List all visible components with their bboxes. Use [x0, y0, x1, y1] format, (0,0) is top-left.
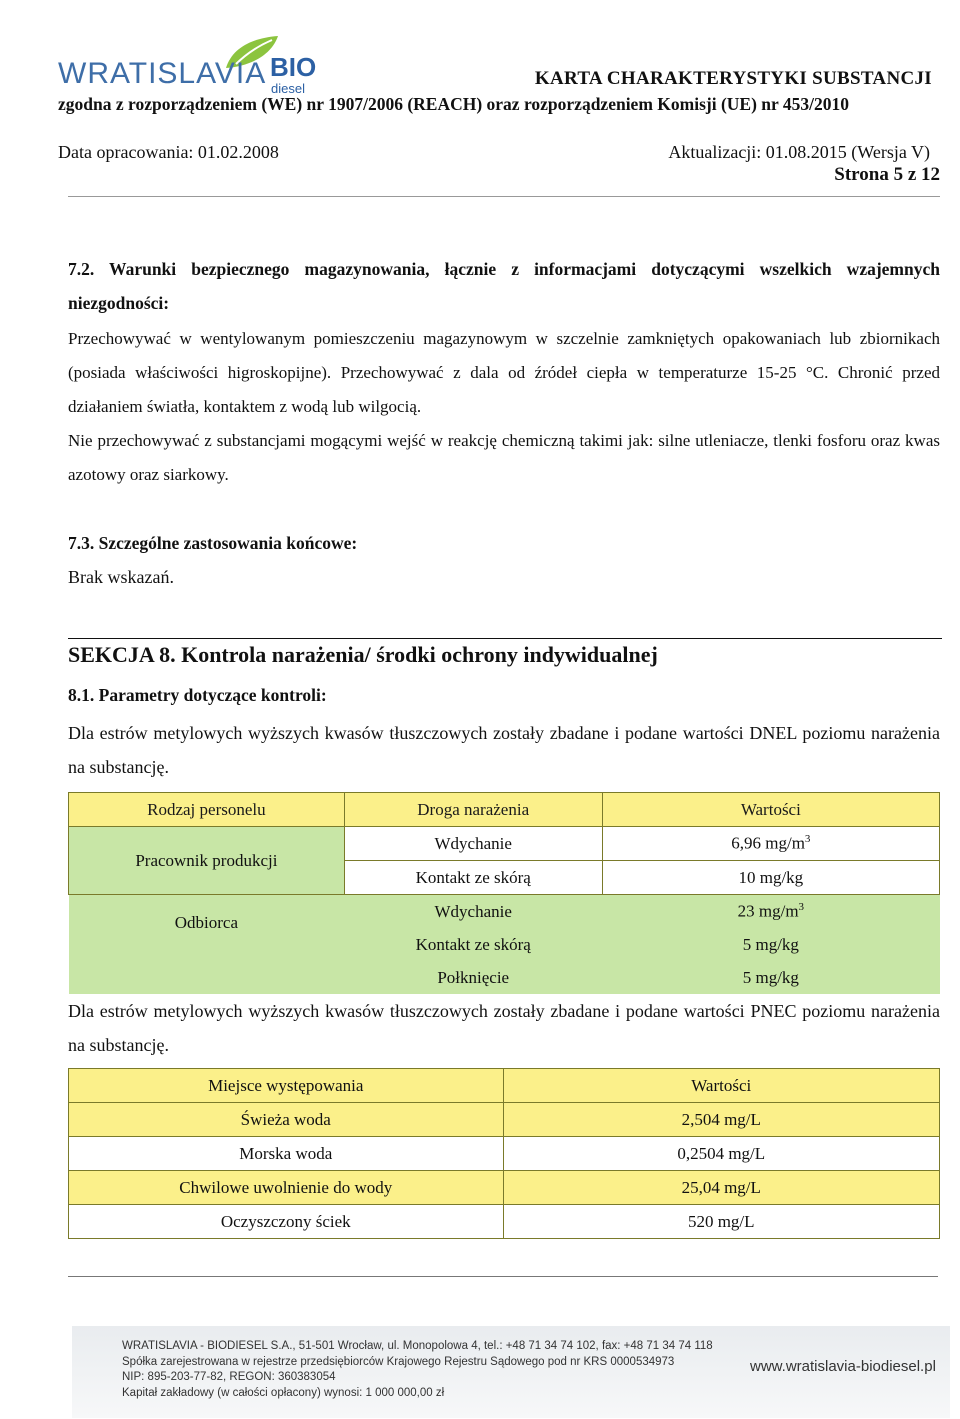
dnel-worker-label: Pracownik produkcji	[69, 827, 345, 895]
pnec-value-cell: 25,04 mg/L	[503, 1171, 939, 1205]
dnel-consumer-label	[69, 895, 345, 995]
section-8-1-heading: 8.1. Parametry dotyczące kontroli:	[68, 685, 327, 705]
section-7-3-heading: 7.3. Szczególne zastosowania końcowe:	[68, 533, 358, 553]
logo-wordmark: WRATISLAVIA	[58, 57, 267, 90]
table-row	[69, 1103, 940, 1137]
pnec-header-location: Miejsce występowania	[69, 1069, 504, 1103]
logo-bio: BIO	[270, 52, 317, 82]
table-row	[69, 1137, 940, 1171]
dnel-value-exponent: 3	[798, 901, 805, 914]
dnel-value: 5 mg/kg	[742, 934, 799, 954]
footer-capital: Kapitał zakładowy (w całości opłacony) wynosi: 1 000 000,00 zł	[122, 1387, 445, 1399]
pnec-intro: Dla estrów metylowych wyższych kwasów tłuszczowych zostały zbadane i podane wartości PNEC poziomu narażenia na substancję.	[68, 1001, 940, 1055]
header-divider	[68, 196, 940, 197]
footer-divider	[68, 1276, 938, 1277]
section-8-rule	[68, 638, 942, 639]
dnel-route-cell: Wdychanie	[344, 827, 602, 861]
pnec-header-values: Wartości	[503, 1069, 939, 1103]
footer-registry: Spółka zarejestrowana w rejestrze przedsiębiorców Krajowego Rejestru Sądowego pod nr KRS 0000534973	[122, 1356, 675, 1368]
footer-website[interactable]: www.wratislavia-biodiesel.pl	[750, 1358, 936, 1375]
dnel-route-cell: Połknięcie	[344, 961, 602, 994]
dnel-consumer-label-text: Odbiorca	[174, 913, 239, 932]
update-date: Aktualizacji: 01.08.2015 (Wersja V)	[668, 142, 930, 162]
dnel-value-cell	[602, 827, 939, 861]
dnel-header-route: Droga narażenia	[344, 793, 602, 827]
page-number: Strona 5 z 12	[834, 164, 940, 185]
section-7-2-paragraph-1: Przechowywać w wentylowanym pomieszczeniu magazynowym w szczelnie zamkniętych opakowaniach lub zbiornikach (posiada właściwości higroskopijne). Przechowywać z dala od źródeł ciepła w temperaturze 15-25 °C. Chronić przed działaniem światła, kontaktem z wodą lub wilgocią.	[68, 329, 940, 416]
dnel-value: 23 mg/m	[737, 901, 799, 921]
pnec-value-cell: 0,2504 mg/L	[503, 1137, 939, 1171]
table-row	[69, 1205, 940, 1239]
section-7-2-paragraph-2: Nie przechowywać z substancjami mogącymi wejść w reakcję chemiczną takimi jak: silne utleniacze, tlenki fosforu oraz kwas azotowy oraz siarkowy.	[68, 431, 940, 484]
dnel-value-cell	[602, 895, 939, 929]
dnel-header-personnel: Rodzaj personelu	[69, 793, 345, 827]
footer-address: WRATISLAVIA - BIODIESEL S.A., 51-501 Wrocław, ul. Monopolowa 4, tel.: +48 71 34 74 102, fax: +48 71 34 74 118	[122, 1340, 713, 1352]
creation-date: Data opracowania: 01.02.2008	[58, 142, 279, 162]
footer-tax-ids: NIP: 895-203-77-82, REGON: 360383054	[122, 1371, 336, 1383]
pnec-value-cell: 520 mg/L	[503, 1205, 939, 1239]
section-8-heading: SEKCJA 8. Kontrola narażenia/ środki ochrony indywidualnej	[68, 642, 658, 667]
section-7-3-text: Brak wskazań.	[68, 567, 174, 587]
dnel-value-cell	[602, 861, 939, 895]
pnec-location-cell: Oczyszczony ściek	[69, 1205, 504, 1239]
pnec-value-cell: 2,504 mg/L	[503, 1103, 939, 1137]
document-title: KARTA CHARAKTERYSTYKI SUBSTANCJI	[534, 68, 932, 89]
dnel-route-cell: Wdychanie	[344, 895, 602, 929]
pnec-location-cell: Świeża woda	[69, 1103, 504, 1137]
regulation-subtitle: zgodna z rozporządzeniem (WE) nr 1907/2006 (REACH) oraz rozporządzeniem Komisji (UE) nr 453/2010	[58, 94, 849, 114]
dnel-route-cell: Kontakt ze skórą	[344, 861, 602, 895]
pnec-location-cell: Morska woda	[69, 1137, 504, 1171]
section-7-2-heading: 7.2. Warunki bezpiecznego magazynowania, łącznie z informacjami dotyczącymi wszelkich wzajemnych niezgodności:	[68, 259, 940, 313]
dnel-header-values: Wartości	[602, 793, 939, 827]
dnel-value: 5 mg/kg	[742, 967, 799, 987]
dnel-value: 10 mg/kg	[738, 867, 804, 887]
pnec-location-cell: Chwilowe uwolnienie do wody	[69, 1171, 504, 1205]
dnel-intro: Dla estrów metylowych wyższych kwasów tłuszczowych zostały zbadane i podane wartości DNEL poziomu narażenia na substancję.	[68, 723, 940, 777]
dnel-table	[68, 792, 940, 994]
dnel-value-exponent: 3	[804, 833, 811, 846]
logo-diesel: diesel	[271, 81, 305, 96]
dnel-value: 6,96 mg/m	[731, 833, 805, 853]
table-row	[69, 1171, 940, 1205]
dnel-value-cell	[602, 928, 939, 961]
pnec-table	[68, 1068, 940, 1239]
dnel-route-cell: Kontakt ze skórą	[344, 928, 602, 961]
dnel-value-cell	[602, 961, 939, 994]
